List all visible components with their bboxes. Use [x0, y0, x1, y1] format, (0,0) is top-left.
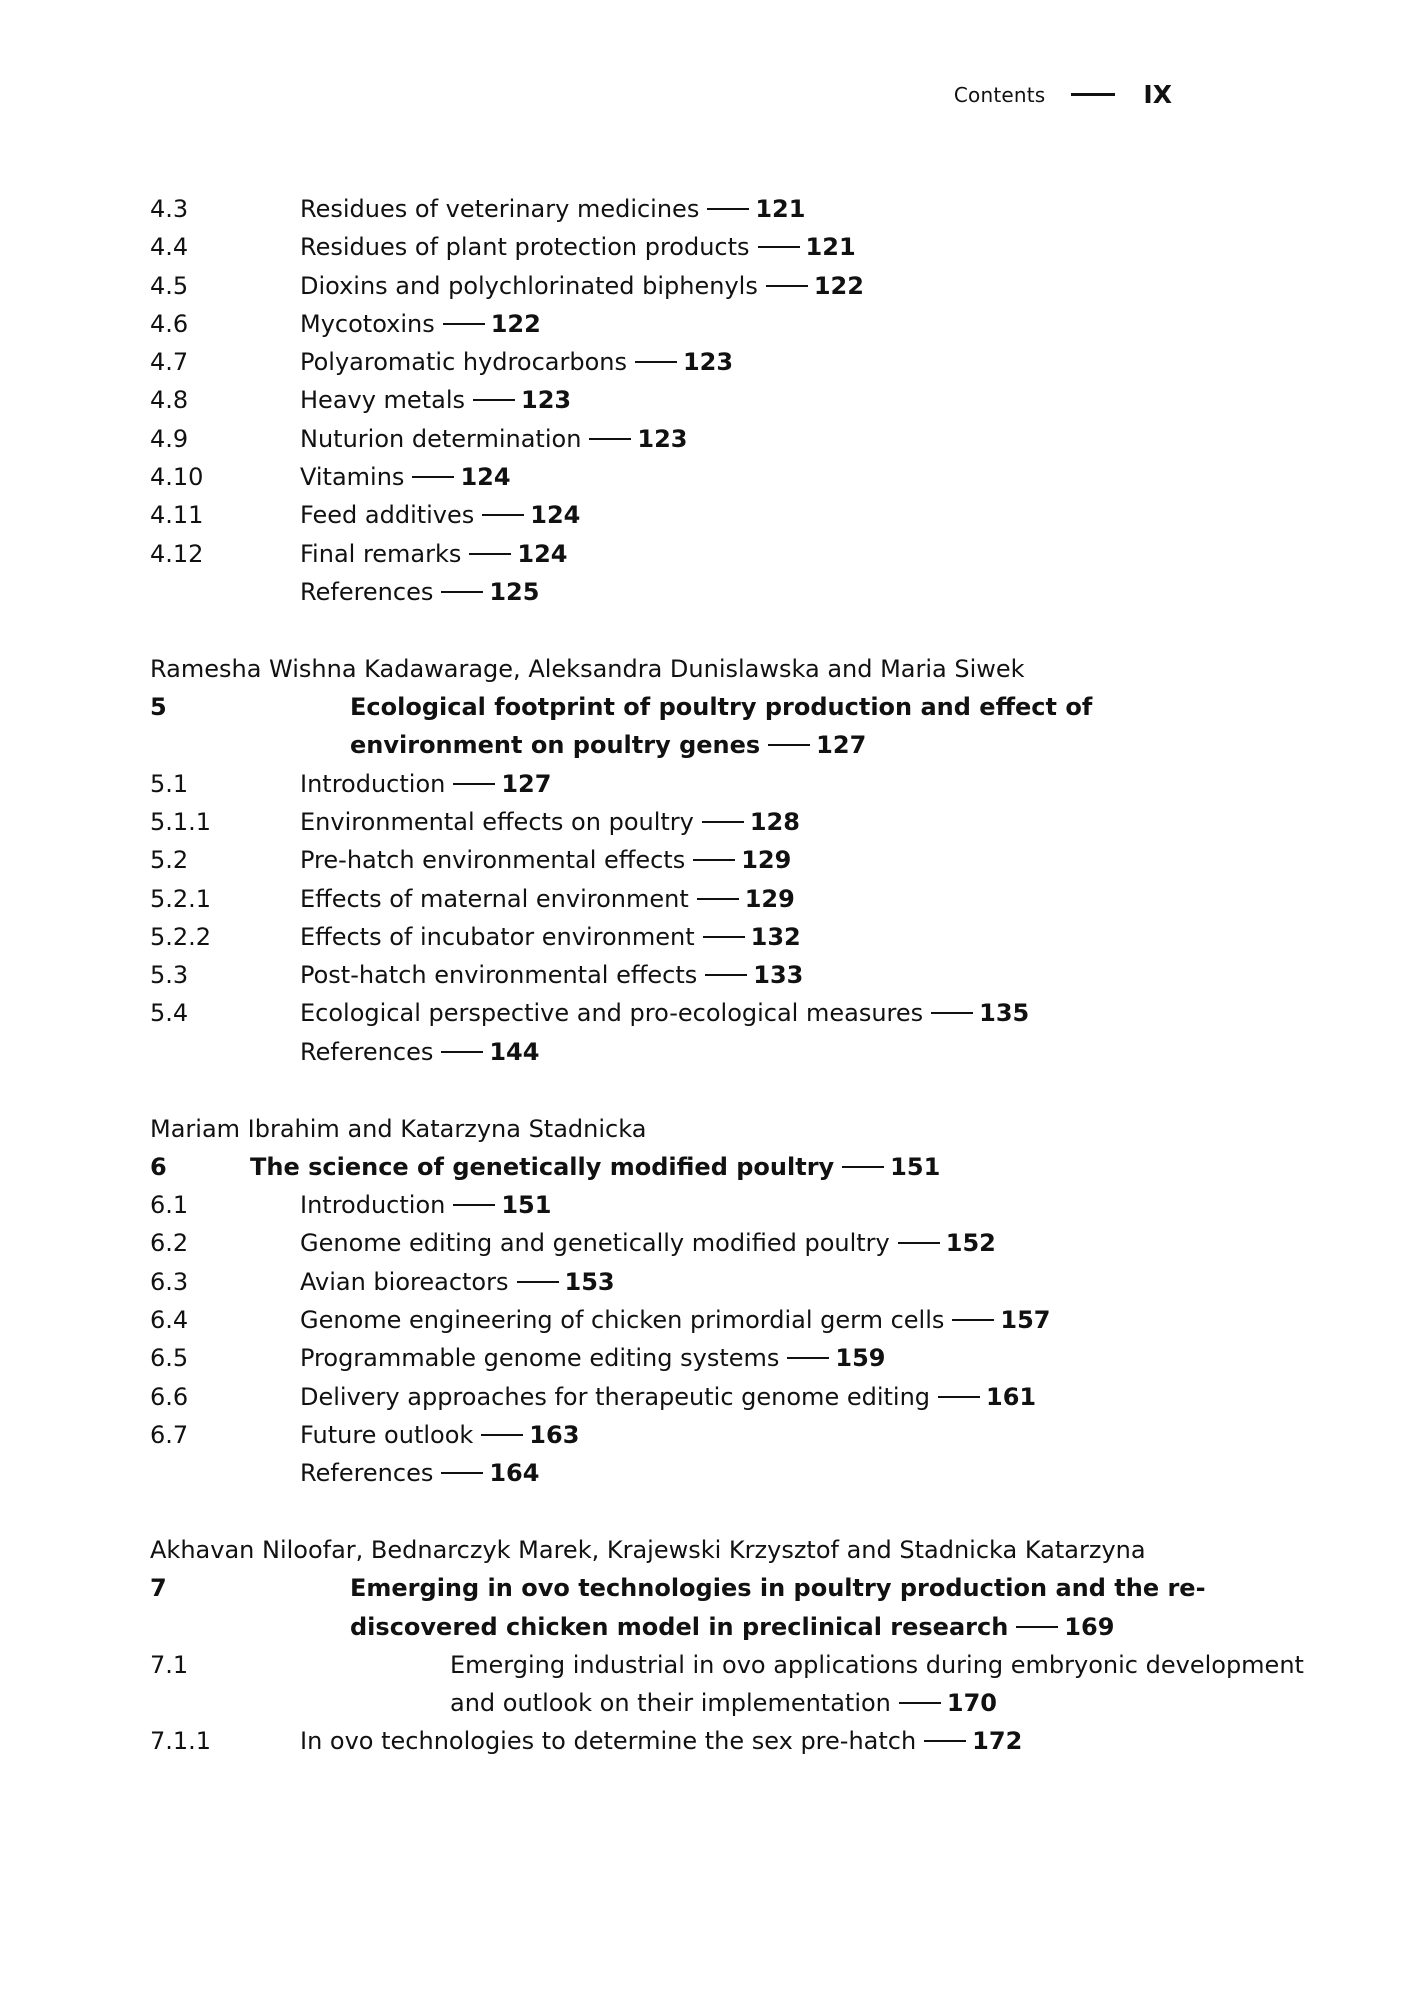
entry-number: 4.10: [150, 463, 204, 492]
entry-number: 5.2.2: [150, 922, 212, 951]
toc-entry[interactable]: [150, 765, 1170, 803]
toc-entry-references[interactable]: [150, 573, 1170, 611]
chapter-page: 169: [1064, 1612, 1115, 1641]
toc-entry[interactable]: [150, 420, 1170, 458]
toc-entry[interactable]: [150, 496, 1170, 534]
entry-page: 129: [741, 846, 792, 875]
toc-entry[interactable]: [150, 343, 1170, 381]
entry-number: 4.8: [150, 386, 189, 415]
entry-number: 4.3: [150, 195, 189, 223]
entry-number: 5.3: [150, 961, 189, 990]
entry-title: Residues of veterinary medicines: [300, 195, 700, 223]
entry-page: 124: [530, 501, 581, 530]
toc-entry[interactable]: [150, 1263, 1170, 1301]
chapter-authors: Akhavan Niloofar, Bednarczyk Marek, Krajewski Krzysztof and Stadnicka Katarzyna: [150, 1536, 1146, 1564]
entry-title: References: [300, 1459, 434, 1488]
entry-page: 135: [979, 999, 1030, 1028]
leader-dash: [758, 246, 800, 248]
entry-page: 159: [835, 1344, 886, 1373]
leader-dash: [938, 1396, 980, 1398]
entry-page: 133: [753, 961, 804, 990]
entry-page: 122: [813, 271, 864, 300]
entry-number: 4.6: [150, 309, 189, 338]
leader-dash: [768, 744, 810, 746]
entry-title: Nuturion determination: [300, 424, 582, 453]
leader-dash: [441, 1472, 483, 1474]
section-gap: [150, 1071, 1170, 1110]
leader-dash: [441, 591, 483, 593]
toc-entry[interactable]: [150, 1722, 1170, 1760]
section-gap: [150, 1493, 1170, 1532]
entry-page: 125: [489, 577, 540, 606]
table-of-contents: [150, 190, 1304, 1761]
entry-title: Post-hatch environmental effects: [300, 961, 698, 990]
entry-title: Delivery approaches for therapeutic genome editing: [300, 1382, 931, 1411]
leader-dash: [707, 208, 749, 210]
toc-entry[interactable]: [150, 803, 1170, 841]
toc-entry-references[interactable]: [150, 1454, 1170, 1492]
toc-section-chapter-4: [150, 190, 1170, 611]
entry-number: 5.1.1: [150, 807, 212, 836]
entry-page: 129: [744, 884, 795, 913]
entry-page: 121: [755, 195, 806, 223]
entry-title: Residues of plant protection products: [300, 233, 750, 262]
entry-number: 7.1: [150, 1650, 189, 1679]
entry-number: 6.6: [150, 1382, 189, 1411]
chapter-number: 5: [150, 693, 167, 722]
toc-entry[interactable]: [150, 228, 1170, 266]
entry-page: 164: [489, 1459, 540, 1488]
leader-dash: [517, 1281, 559, 1283]
entry-number: 6.2: [150, 1229, 189, 1258]
chapter-number: 6: [150, 1152, 167, 1181]
toc-entry[interactable]: [150, 381, 1170, 419]
leader-dash: [453, 783, 495, 785]
toc-entry[interactable]: [150, 880, 1170, 918]
leader-dash: [766, 285, 808, 287]
leader-dash: [482, 514, 524, 516]
entry-number: 4.5: [150, 271, 189, 300]
entry-page: 128: [749, 807, 800, 836]
toc-entry[interactable]: [150, 1646, 1304, 1723]
entry-title: Genome engineering of chicken primordial germ cells: [300, 1306, 945, 1335]
running-head: [0, 80, 1172, 109]
chapter-page: 151: [890, 1152, 941, 1181]
toc-entry[interactable]: [150, 1301, 1170, 1339]
toc-chapter-heading[interactable]: [150, 1569, 1206, 1646]
section-gap: [150, 611, 1170, 650]
page-number: IX: [1143, 80, 1172, 109]
entry-page: 121: [805, 233, 856, 262]
toc-entry[interactable]: [150, 305, 1170, 343]
leader-dash: [899, 1702, 941, 1704]
entry-page: 153: [564, 1267, 615, 1296]
running-head-label: Contents: [953, 82, 1046, 107]
entry-title: Effects of incubator environment: [300, 922, 695, 951]
toc-entry[interactable]: [150, 458, 1170, 496]
entry-page: 152: [945, 1229, 996, 1258]
leader-dash: [589, 438, 631, 440]
toc-chapter-heading[interactable]: [150, 1148, 1170, 1186]
leader-dash: [931, 1012, 973, 1014]
leader-dash: [952, 1319, 994, 1321]
entry-number: 4.11: [150, 501, 204, 530]
entry-number: 6.7: [150, 1420, 189, 1449]
chapter-title: The science of genetically modified poultry: [250, 1152, 835, 1181]
entry-title: Effects of maternal environment: [300, 884, 689, 913]
leader-dash: [453, 1204, 495, 1206]
entry-title: Introduction: [300, 1191, 446, 1220]
entry-page: 123: [637, 424, 688, 453]
toc-entry[interactable]: [150, 1378, 1170, 1416]
entry-number: 7.1.1: [150, 1727, 212, 1756]
entry-title: Ecological perspective and pro-ecological measures: [300, 999, 924, 1028]
chapter-authors: Mariam Ibrahim and Katarzyna Stadnicka: [150, 1114, 647, 1143]
toc-entry[interactable]: [150, 1186, 1170, 1224]
toc-entry[interactable]: [150, 1224, 1170, 1262]
toc-entry[interactable]: [150, 1416, 1170, 1454]
entry-page: 151: [501, 1191, 552, 1220]
entry-title: Feed additives: [300, 501, 475, 530]
entry-number: 5.2: [150, 846, 189, 875]
entry-title: Emerging industrial in ovo applications during embryonic development and outlook on their implementation: [450, 1650, 1304, 1718]
leader-dash: [441, 1051, 483, 1053]
entry-title: References: [300, 577, 434, 606]
leader-dash: [693, 859, 735, 861]
entry-title: Dioxins and polychlorinated biphenyls: [300, 271, 758, 300]
leader-dash: [702, 821, 744, 823]
leader-dash: [705, 974, 747, 976]
chapter-title: Ecological footprint of poultry production and effect of environment on poultry genes: [350, 693, 1093, 760]
entry-title: References: [300, 1037, 434, 1066]
leader-dash: [412, 476, 454, 478]
chapter-title: Emerging in ovo technologies in poultry production and the re-discovered chicken model in preclinical research: [350, 1574, 1206, 1641]
entry-title: Environmental effects on poultry: [300, 807, 694, 836]
entry-page: 124: [460, 463, 511, 492]
chapter-page: 127: [816, 731, 867, 760]
entry-title: Avian bioreactors: [300, 1267, 509, 1296]
leader-dash: [898, 1242, 940, 1244]
toc-entry[interactable]: [150, 956, 1170, 994]
entry-title: Vitamins: [300, 463, 405, 492]
toc-entry[interactable]: [150, 994, 1170, 1032]
toc-entry[interactable]: [150, 918, 1170, 956]
entry-title: Future outlook: [300, 1420, 474, 1449]
toc-entry[interactable]: [150, 1339, 1170, 1377]
entry-number: 5.4: [150, 999, 189, 1028]
entry-page: 123: [682, 348, 734, 377]
toc-entry[interactable]: [150, 267, 1170, 305]
toc-entry[interactable]: [150, 190, 1170, 228]
toc-entry[interactable]: [150, 841, 1170, 879]
entry-title: Polyaromatic hydrocarbons: [300, 348, 627, 377]
entry-title: Heavy metals: [300, 386, 465, 415]
entry-number: 4.9: [150, 424, 189, 453]
leader-dash: [842, 1166, 884, 1168]
toc-chapter-heading[interactable]: [150, 688, 1170, 765]
entry-page: 123: [521, 386, 572, 415]
leader-dash: [635, 361, 677, 363]
entry-page: 132: [750, 922, 801, 951]
entry-title: In ovo technologies to determine the sex pre-hatch: [300, 1727, 917, 1756]
leader-dash: [1016, 1626, 1058, 1628]
entry-page: 170: [946, 1689, 997, 1718]
entry-page: 172: [972, 1727, 1023, 1756]
leader-dash: [787, 1357, 829, 1359]
toc-section-chapter-6: [150, 1110, 1170, 1493]
entry-number: 6.4: [150, 1306, 189, 1335]
entry-number: 4.7: [150, 348, 189, 377]
toc-section-chapter-7: [150, 1531, 1304, 1761]
leader-dash: [473, 399, 515, 401]
entry-title: Final remarks: [300, 539, 462, 568]
entry-number: 6.5: [150, 1344, 189, 1373]
entry-number: 6.3: [150, 1267, 189, 1296]
toc-entry[interactable]: [150, 535, 1170, 573]
toc-entry-references[interactable]: [150, 1033, 1170, 1071]
entry-page: 163: [529, 1420, 580, 1449]
entry-number: 4.4: [150, 233, 189, 262]
entry-number: 5.1: [150, 769, 189, 798]
leader-dash: [697, 898, 739, 900]
entry-page: 127: [501, 769, 552, 798]
entry-page: 157: [1000, 1306, 1051, 1335]
entry-page: 122: [490, 309, 541, 338]
chapter-number: 7: [150, 1574, 167, 1603]
leader-dash: [469, 553, 511, 555]
entry-number: 6.1: [150, 1191, 189, 1220]
leader-dash: [443, 323, 485, 325]
entry-title: Introduction: [300, 769, 446, 798]
entry-page: 124: [517, 539, 568, 568]
toc-section-chapter-5: [150, 650, 1170, 1071]
entry-title: Genome editing and genetically modified poultry: [300, 1229, 890, 1258]
leader-dash: [481, 1434, 523, 1436]
entry-title: Mycotoxins: [300, 309, 435, 338]
leader-dash: [703, 936, 745, 938]
running-head-rule: [1071, 93, 1115, 96]
chapter-authors: Ramesha Wishna Kadawarage, Aleksandra Dunislawska and Maria Siwek: [150, 654, 1025, 683]
entry-title: Pre-hatch environmental effects: [300, 846, 686, 875]
entry-number: 4.12: [150, 539, 204, 568]
entry-page: 144: [489, 1037, 540, 1066]
leader-dash: [924, 1740, 966, 1742]
entry-number: 5.2.1: [150, 884, 212, 913]
entry-title: Programmable genome editing systems: [300, 1344, 780, 1373]
entry-page: 161: [986, 1382, 1037, 1411]
